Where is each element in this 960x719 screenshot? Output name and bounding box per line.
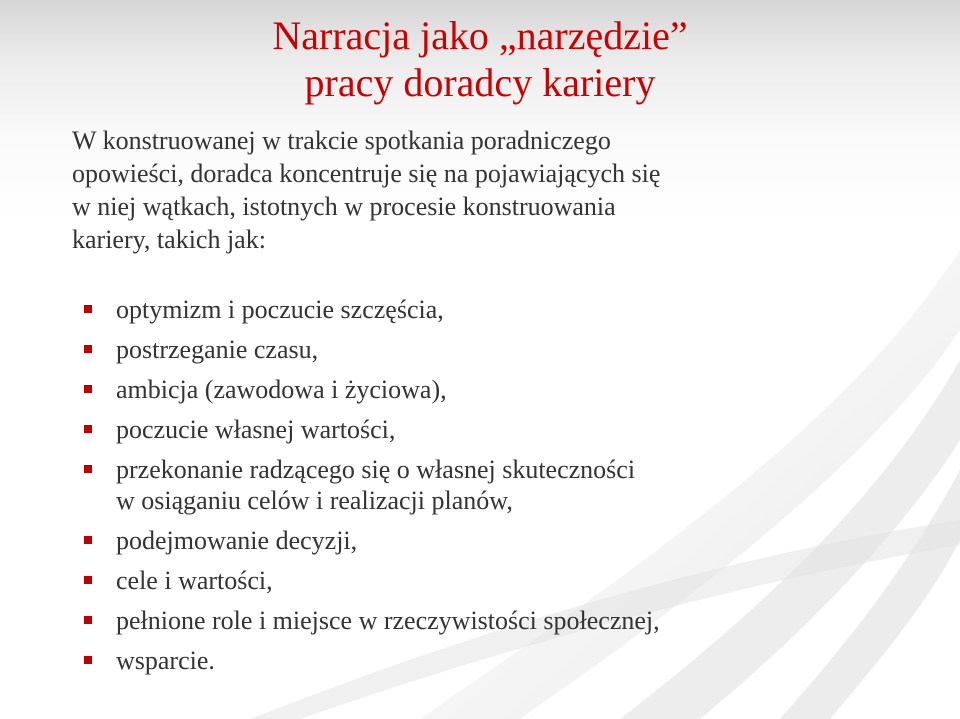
bullet-text: ambicja (zawodowa i życiowa), — [116, 375, 447, 404]
bullet-text: postrzeganie czasu, — [116, 335, 319, 364]
bullet-item — [84, 294, 934, 325]
square-bullet-icon — [84, 656, 92, 664]
bullet-text: cele i wartości, — [116, 566, 273, 595]
bullet-text-continuation: w osiąganiu celów i realizacji planów, — [116, 486, 513, 515]
intro-line: opowieści, doradca koncentruje się na pojawiających się — [72, 159, 661, 188]
title-line-2: pracy doradcy kariery — [304, 60, 656, 105]
bullet-item — [84, 605, 934, 636]
bullet-item — [84, 414, 934, 445]
bullet-item — [84, 374, 934, 405]
bullet-item — [84, 645, 934, 676]
bullet-text: optymizm i poczucie szczęścia, — [116, 295, 444, 324]
intro-paragraph — [72, 124, 892, 256]
bullet-text: przekonanie radzącego się o własnej skuteczności — [116, 455, 636, 484]
square-bullet-icon — [84, 576, 92, 584]
bullet-list — [84, 294, 934, 685]
intro-line: W konstruowanej w trakcie spotkania poradniczego — [72, 126, 611, 155]
square-bullet-icon — [84, 536, 92, 544]
intro-line: w niej wątkach, istotnych w procesie konstruowania — [72, 192, 616, 221]
bullet-item — [84, 454, 934, 516]
bullet-text: pełnione role i miejsce w rzeczywistości społecznej, — [116, 606, 660, 635]
square-bullet-icon — [84, 465, 92, 473]
square-bullet-icon — [84, 616, 92, 624]
intro-line: kariery, takich jak: — [72, 225, 266, 254]
slide-title — [0, 12, 960, 106]
bullet-item — [84, 565, 934, 596]
square-bullet-icon — [84, 305, 92, 313]
square-bullet-icon — [84, 425, 92, 433]
bullet-item — [84, 525, 934, 556]
bullet-text: poczucie własnej wartości, — [116, 415, 396, 444]
square-bullet-icon — [84, 385, 92, 393]
square-bullet-icon — [84, 345, 92, 353]
bullet-item — [84, 334, 934, 365]
bullet-text: wsparcie. — [116, 646, 215, 675]
title-line-1: Narracja jako „narzędzie” — [272, 13, 688, 58]
bullet-text: podejmowanie decyzji, — [116, 526, 358, 555]
